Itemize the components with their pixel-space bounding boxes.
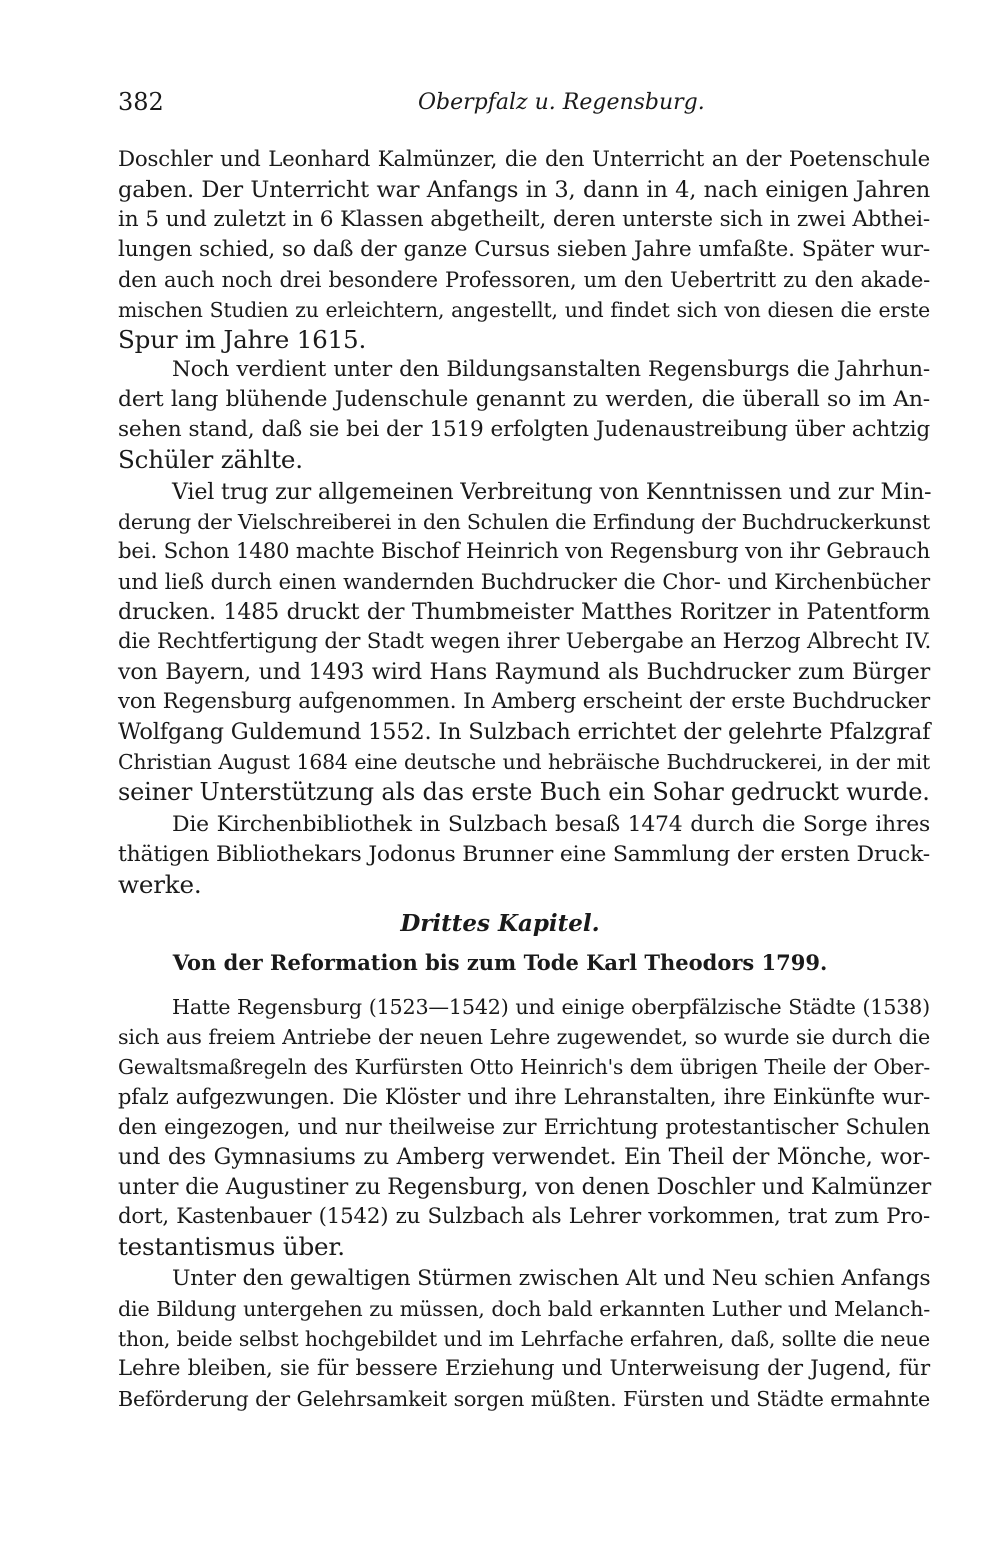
text-line: sich aus freiem Antriebe der neuen Lehre zugewendet, so wurde sie durch die bbox=[118, 1025, 930, 1049]
text-line: testantismus über. bbox=[118, 1232, 345, 1261]
text-line: Doschler und Leonhard Kalmünzer, die den Unterricht an der Poetenschule bbox=[118, 147, 930, 172]
running-title: Oberpfalz u. Regensburg. bbox=[418, 90, 705, 115]
page-number: 382 bbox=[118, 88, 164, 116]
paragraph-first-line: Die Kirchenbibliothek in Sulzbach besaß 1474 durch die Sorge ihres bbox=[172, 812, 930, 837]
page-header bbox=[118, 88, 930, 128]
text-line: thon, beide selbst hochgebildet und im Lehrfache erfahren, daß, sollte die neue bbox=[118, 1327, 930, 1351]
text-line: thätigen Bibliothekars Jodonus Brunner eine Sammlung der ersten Druck- bbox=[118, 842, 930, 867]
text-line: dort, Kastenbauer (1542) zu Sulzbach als Lehrer vorkommen, trat zum Pro- bbox=[118, 1204, 930, 1229]
paragraph-first-line: Unter den gewaltigen Stürmen zwischen Alt und Neu schien Anfangs bbox=[172, 1266, 931, 1291]
text-line: mischen Studien zu erleichtern, angestellt, und findet sich von diesen die erste bbox=[118, 298, 930, 322]
text-line: von Bayern, und 1493 wird Hans Raymund als Buchdrucker zum Bürger bbox=[118, 659, 930, 685]
text-line: Gewaltsmaßregeln des Kurfürsten Otto Heinrich's dem übrigen Theile der Ober- bbox=[118, 1055, 930, 1079]
chapter-title: Drittes Kapitel. bbox=[400, 910, 600, 937]
text-line: die Rechtfertigung der Stadt wegen ihrer Uebergabe an Herzog Albrecht IV. bbox=[118, 629, 932, 654]
text-line: in 5 und zuletzt in 6 Klassen abgetheilt, deren unterste sich in zwei Abthei- bbox=[118, 207, 930, 232]
text-line: seiner Unterstützung als das erste Buch ein Sohar gedruckt wurde. bbox=[118, 778, 930, 806]
text-line: den eingezogen, und nur theilweise zur Errichtung protestantischer Schulen bbox=[118, 1115, 930, 1139]
paragraph-first-line: Viel trug zur allgemeinen Verbreitung von Kenntnissen und zur Min- bbox=[172, 479, 932, 505]
text-line: den auch noch drei besondere Professoren, um den Uebertritt zu den akade- bbox=[118, 268, 930, 292]
text-line: und ließ durch einen wandernden Buchdrucker die Chor- und Kirchenbücher bbox=[118, 570, 930, 594]
text-line: Spur im Jahre 1615. bbox=[118, 325, 367, 354]
text-line: derung der Vielschreiberei in den Schulen die Erfindung der Buchdruckerkunst bbox=[118, 510, 930, 534]
text-line: und des Gymnasiums zu Amberg verwendet. Ein Theil der Mönche, wor- bbox=[118, 1144, 930, 1170]
text-line: Lehre bleiben, sie für bessere Erziehung und Unterweisung der Jugend, für bbox=[118, 1356, 930, 1381]
text-line: bei. Schon 1480 machte Bischof Heinrich von Regensburg von ihr Gebrauch bbox=[118, 539, 931, 564]
paragraph-first-line: Noch verdient unter den Bildungsanstalten Regensburgs die Jahrhun- bbox=[172, 357, 930, 382]
text-line: werke. bbox=[118, 870, 202, 899]
text-line: unter die Augustiner zu Regensburg, von denen Doschler und Kalmünzer bbox=[118, 1174, 931, 1200]
text-line: Wolfgang Guldemund 1552. In Sulzbach errichtet der gelehrte Pfalzgraf bbox=[118, 719, 931, 745]
text-line: die Bildung untergehen zu müssen, doch bald erkannten Luther und Melanch- bbox=[118, 1297, 930, 1321]
paragraph-first-line: Hatte Regensburg (1523—1542) und einige oberpfälzische Städte (1538) bbox=[172, 995, 930, 1019]
text-line: von Regensburg aufgenommen. In Amberg erscheint der erste Buchdrucker bbox=[118, 689, 930, 714]
text-line: sehen stand, daß sie bei der 1519 erfolgten Judenaustreibung über achtzig bbox=[118, 417, 930, 442]
text-line: Schüler zählte. bbox=[118, 445, 303, 474]
text-line: Beförderung der Gelehrsamkeit sorgen müßten. Fürsten und Städte ermahnte bbox=[118, 1387, 930, 1411]
text-line: dert lang blühende Judenschule genannt zu werden, die überall so im An- bbox=[118, 387, 930, 412]
text-line: lungen schied, so daß der ganze Cursus sieben Jahre umfaßte. Später wur- bbox=[118, 237, 930, 262]
section-title: Von der Reformation bis zum Tode Karl Theodors 1799. bbox=[172, 950, 828, 975]
text-line: drucken. 1485 druckt der Thumbmeister Matthes Roritzer in Patentform bbox=[118, 599, 930, 625]
text-line: gaben. Der Unterricht war Anfangs in 3, dann in 4, nach einigen Jahren bbox=[118, 177, 930, 203]
text-line: Christian August 1684 eine deutsche und hebräische Buchdruckerei, in der mit bbox=[118, 750, 930, 774]
text-line: pfalz aufgezwungen. Die Klöster und ihre Lehranstalten, ihre Einkünfte wur- bbox=[118, 1085, 930, 1109]
